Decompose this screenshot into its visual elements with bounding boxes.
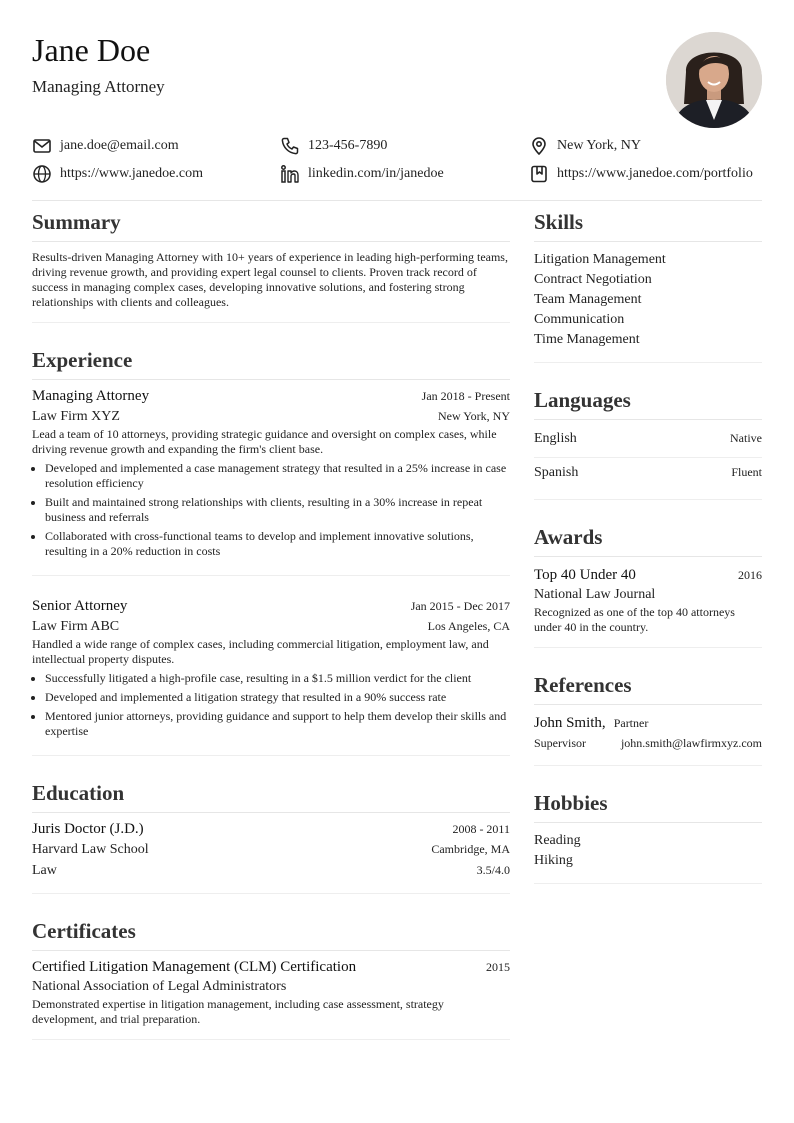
- skills-section: [534, 201, 762, 363]
- job-location: New York, NY: [437, 409, 510, 423]
- languages-section: [534, 379, 762, 500]
- contact-linkedin[interactable]: [280, 164, 444, 184]
- hobbies-section: [534, 782, 762, 884]
- contact-email[interactable]: [32, 136, 179, 156]
- job-description: Handled a wide range of complex cases, including commercial litigation, employment law, and intellectual property disputes.: [32, 637, 489, 666]
- main-column: [32, 201, 510, 1056]
- section-title-education: Education: [32, 781, 125, 805]
- award-name: Top 40 Under 40: [534, 567, 636, 583]
- achievement-list: [32, 671, 510, 739]
- certificates-section: [32, 910, 510, 1040]
- globe-icon: [32, 164, 52, 184]
- reference-email[interactable]: john.smith@lawfirmxyz.com: [620, 736, 762, 750]
- education-section: [32, 772, 510, 894]
- gpa: 3.5/4.0: [476, 863, 510, 877]
- contact-portfolio-text: https://www.janedoe.com/portfolio: [557, 166, 753, 181]
- company-name: Law Firm ABC: [32, 619, 120, 634]
- job-dates: Jan 2018 - Present: [421, 389, 510, 403]
- experience-entry: [32, 380, 510, 576]
- contact-website[interactable]: [32, 164, 203, 184]
- degree-name: Juris Doctor (J.D.): [32, 821, 144, 837]
- section-title-experience: Experience: [32, 348, 133, 372]
- hobby-item: Hiking: [534, 853, 573, 868]
- achievement-item: • Developed and implemented a case management strategy that resulted in a 25% increase in case resolution efficiency: [45, 461, 510, 491]
- certificate-description: Demonstrated expertise in litigation management, including case assessment, strategy development, and trial preparation.: [32, 997, 444, 1026]
- contact-phone-text: 123-456-7890: [308, 138, 388, 153]
- school-name: Harvard Law School: [32, 842, 149, 857]
- skill-item: Contract Negotiation: [534, 272, 652, 287]
- achievement-list: [32, 461, 510, 559]
- award-year: 2016: [738, 568, 762, 582]
- certificate-year: 2015: [486, 960, 510, 974]
- awards-section: [534, 516, 762, 648]
- award-description: Recognized as one of the top 40 attorneys under 40 in the country.: [534, 605, 735, 634]
- language-name: English: [534, 431, 577, 446]
- section-title-hobbies: Hobbies: [534, 791, 608, 815]
- contact-location-text: New York, NY: [557, 138, 642, 153]
- field-of-study: Law: [32, 863, 57, 878]
- achievement-item: • Mentored junior attorneys, providing guidance and support to help them develop their skills and expertise: [45, 709, 510, 739]
- language-level: Fluent: [731, 465, 762, 479]
- candidate-name: Jane Doe: [32, 32, 151, 68]
- job-location: Los Angeles, CA: [427, 619, 510, 633]
- certificate-name: Certified Litigation Management (CLM) Certification: [32, 959, 357, 975]
- hobby-item: Reading: [534, 833, 581, 848]
- reference-name: John Smith,: [534, 715, 606, 731]
- education-dates: 2008 - 2011: [452, 822, 510, 836]
- contact-email-text: jane.doe@email.com: [60, 138, 179, 153]
- section-title-skills: Skills: [534, 210, 584, 234]
- skill-item: Time Management: [534, 332, 640, 347]
- job-title: Senior Attorney: [32, 598, 128, 614]
- side-column: [534, 201, 762, 900]
- job-description: Lead a team of 10 attorneys, providing strategic guidance and oversight on complex cases, while driving revenue growth and expanding the firm's client base.: [32, 427, 497, 456]
- certificate-issuer: National Association of Legal Administrators: [32, 979, 287, 994]
- school-location: Cambridge, MA: [431, 842, 510, 856]
- section-title-languages: Languages: [534, 388, 631, 412]
- company-name: Law Firm XYZ: [32, 409, 120, 424]
- certificate-entry: [32, 951, 510, 1040]
- contact-linkedin-text: linkedin.com/in/janedoe: [308, 166, 444, 181]
- resume-header: [32, 0, 762, 136]
- resume-page: [32, 0, 762, 1026]
- language-level: Native: [730, 431, 762, 445]
- section-title-awards: Awards: [534, 525, 603, 549]
- bookmark-icon: [529, 164, 549, 184]
- references-section: [534, 664, 762, 766]
- job-title: Managing Attorney: [32, 388, 150, 404]
- skill-item: Communication: [534, 312, 625, 327]
- language-item: [534, 457, 762, 487]
- skill-item: Litigation Management: [534, 252, 666, 267]
- section-title-certificates: Certificates: [32, 919, 136, 943]
- language-item: [534, 424, 762, 453]
- achievement-item: • Collaborated with cross-functional teams to develop and implement innovative solutions, resulting in a 20% reduction in costs: [45, 529, 510, 559]
- summary-section: [32, 201, 510, 323]
- achievement-item: • Developed and implemented a litigation strategy that resulted in a 90% success rate: [45, 690, 510, 705]
- education-entry: [32, 813, 510, 894]
- candidate-headline: Managing Attorney: [32, 77, 165, 96]
- reference-relation: Supervisor: [534, 736, 586, 750]
- portrait-photo: [666, 32, 762, 128]
- contact-portfolio[interactable]: [529, 164, 753, 184]
- experience-entry: [32, 590, 510, 756]
- map-pin-icon: [529, 136, 549, 156]
- award-issuer: National Law Journal: [534, 587, 656, 602]
- contact-website-text: https://www.janedoe.com: [60, 166, 203, 181]
- skill-item: Team Management: [534, 292, 642, 307]
- experience-section: [32, 339, 510, 756]
- section-title-references: References: [534, 673, 632, 697]
- contact-location: [529, 136, 641, 156]
- achievement-item: • Built and maintained strong relationships with clients, resulting in a 30% increase in repeat business and referrals: [45, 495, 510, 525]
- summary-text: Results-driven Managing Attorney with 10+ years of experience in leading high-performing teams, driving revenue growth, and providing expert legal counsel to clients. Proven track record of success in managing complex cases, developing innovative solutions, and fostering strong relationships with clients and colleagues.: [32, 250, 508, 309]
- contact-list: [32, 136, 762, 201]
- phone-icon: [280, 136, 300, 156]
- section-title-summary: Summary: [32, 210, 121, 234]
- profile-photo: [666, 32, 762, 128]
- language-name: Spanish: [534, 465, 579, 480]
- achievement-item: • Successfully litigated a high-profile case, resulting in a $1.5 million verdict for the client: [45, 671, 510, 686]
- linkedin-icon: [280, 164, 300, 184]
- mail-icon: [32, 136, 52, 156]
- contact-phone[interactable]: [280, 136, 387, 156]
- job-dates: Jan 2015 - Dec 2017: [410, 599, 510, 613]
- reference-title: Partner: [613, 716, 649, 730]
